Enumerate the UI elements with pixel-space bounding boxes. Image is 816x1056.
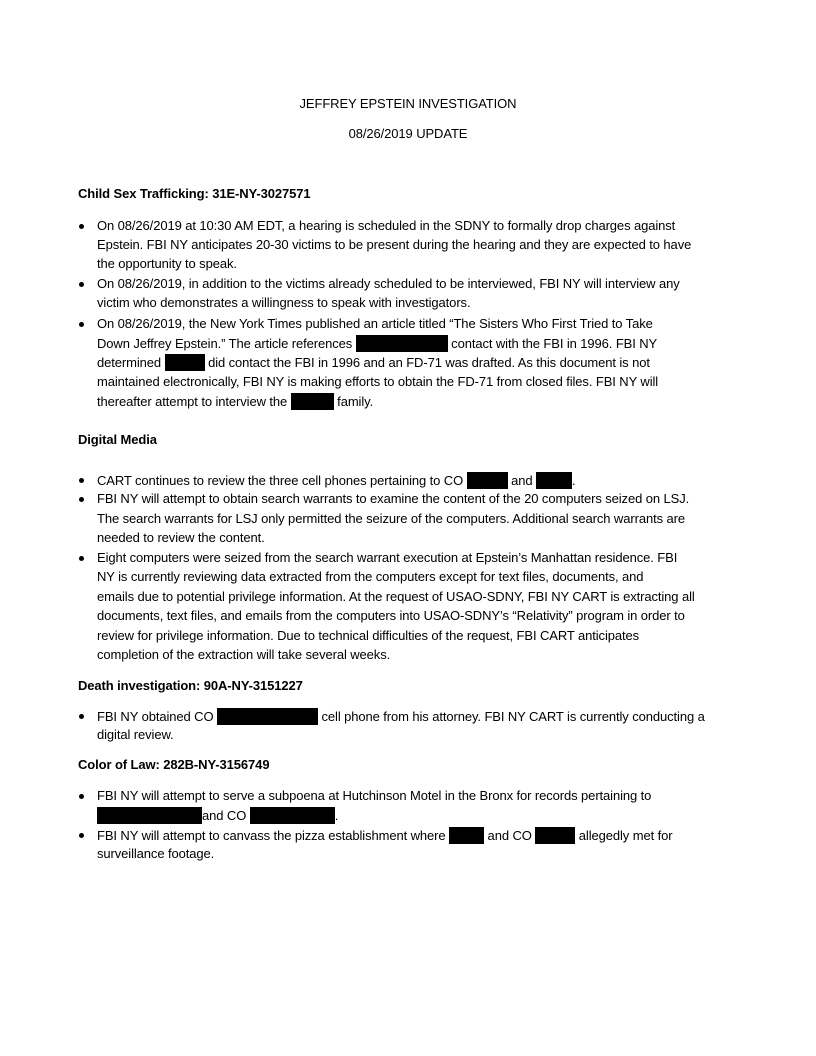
bullet-line (97, 472, 576, 489)
text-segment: FBI NY will attempt to obtain search warrants to examine the content of the 20 computers seized on LSJ. (97, 491, 690, 506)
bullet-line (97, 354, 650, 371)
bullet-line (97, 237, 691, 253)
text-segment: and CO (484, 828, 536, 843)
bullet-line (97, 393, 373, 410)
bullet-line (97, 276, 680, 292)
text-segment: surveillance footage. (97, 846, 215, 861)
text-segment: emails due to potential privilege information. At the request of USAO-SDNY, FBI NY CART is extracting all (97, 589, 695, 604)
redaction-block (250, 807, 335, 824)
text-segment: did contact the FBI in 1996 and an FD-71 was drafted. As this document is not (204, 355, 650, 370)
bullet-icon (79, 478, 84, 483)
bullet-icon (79, 282, 84, 287)
text-segment: victim who demonstrates a willingness to speak with investigators. (97, 295, 471, 310)
text-segment: FBI NY will attempt to serve a subpoena at Hutchinson Motel in the Bronx for records pertaining to (97, 788, 652, 803)
bullet-icon (79, 497, 84, 502)
bullet-line (97, 295, 470, 311)
text-segment: On 08/26/2019 at 10:30 AM EDT, a hearing is scheduled in the SDNY to formally drop charges against (97, 218, 676, 233)
redaction-block (97, 807, 202, 824)
bullet-icon (79, 833, 84, 838)
text-segment: Eight computers were seized from the search warrant execution at Epstein’s Manhattan residence. FBI (97, 550, 678, 565)
bullet-line (97, 550, 677, 566)
redaction-block (165, 354, 205, 371)
text-segment: completion of the extraction will take several weeks. (97, 647, 391, 662)
bullet-line (97, 708, 705, 725)
redaction-block (217, 708, 318, 725)
text-segment: documents, text files, and emails from the computers into USAO-SDNY’s “Relativity” program in order to (97, 608, 685, 623)
text-segment: contact with the FBI in 1996. FBI NY (447, 336, 658, 351)
bullet-line (97, 511, 685, 527)
text-segment: NY is currently reviewing data extracted from the computers except for text files, documents, and (97, 569, 644, 584)
text-segment: digital review. (97, 727, 174, 742)
text-segment: CART continues to review the three cell phones pertaining to CO (97, 473, 467, 488)
bullet-icon (79, 556, 84, 561)
text-segment: thereafter attempt to interview the (97, 394, 291, 409)
bullet-line (97, 491, 689, 507)
text-segment: On 08/26/2019, in addition to the victims already scheduled to be interviewed, FBI NY will interview any (97, 276, 680, 291)
bullet-line (97, 374, 658, 390)
bullet-line (97, 628, 639, 644)
text-segment: FBI NY will attempt to canvass the pizza establishment where (97, 828, 450, 843)
text-segment: and CO (202, 808, 250, 823)
text-segment: allegedly met for (575, 828, 673, 843)
text-segment: and (507, 473, 537, 488)
text-segment: determined (97, 355, 165, 370)
bullet-line (97, 727, 174, 743)
text-segment: review for privilege information. Due to technical difficulties of the request, FBI CART anticipates (97, 628, 640, 643)
text-segment: Down Jeffrey Epstein.” The article references (97, 336, 356, 351)
bullet-line (97, 218, 675, 234)
bullet-icon (79, 224, 84, 229)
bullet-line (97, 256, 237, 272)
text-segment: . (334, 808, 339, 823)
bullet-line (97, 608, 685, 624)
text-segment: . (572, 473, 576, 488)
section-heading: Digital Media (78, 432, 157, 447)
text-segment: Epstein. FBI NY anticipates 20-30 victims to be present during the hearing and they are expected to have (97, 237, 692, 252)
text-segment: needed to review the content. (97, 530, 265, 545)
bullet-icon (79, 322, 84, 327)
bullet-line (97, 788, 651, 804)
redaction-block (449, 827, 484, 844)
redaction-block (467, 472, 508, 489)
section-heading: Child Sex Trafficking: 31E-NY-3027571 (78, 186, 311, 201)
bullet-line (97, 530, 265, 546)
text-segment: cell phone from his attorney. FBI NY CART is currently conducting a (317, 709, 705, 724)
document-subtitle: 08/26/2019 UPDATE (348, 126, 468, 141)
bullet-line (97, 589, 695, 605)
text-segment: the opportunity to speak. (97, 256, 237, 271)
text-segment: The search warrants for LSJ only permitted the seizure of the computers. Additional search warrants are (97, 511, 685, 526)
text-segment: On 08/26/2019, the New York Times published an article titled “The Sisters Who First Tried to Take (97, 316, 653, 331)
bullet-line (97, 647, 390, 663)
bullet-icon (79, 714, 84, 719)
redaction-block (536, 472, 572, 489)
redaction-block (291, 393, 334, 410)
bullet-icon (79, 794, 84, 799)
text-segment: FBI NY obtained CO (97, 709, 217, 724)
bullet-line (97, 827, 672, 844)
document-title: JEFFREY EPSTEIN INVESTIGATION (299, 96, 517, 111)
bullet-line (97, 569, 643, 585)
bullet-line (97, 316, 653, 332)
bullet-line (97, 335, 657, 352)
section-heading: Death investigation: 90A-NY-3151227 (78, 678, 303, 693)
text-segment: family. (333, 394, 374, 409)
redaction-block (356, 335, 448, 352)
bullet-line (97, 846, 214, 862)
text-segment: maintained electronically, FBI NY is making efforts to obtain the FD-71 from closed files. FBI NY will (97, 374, 659, 389)
bullet-line (97, 807, 338, 824)
section-heading: Color of Law: 282B-NY-3156749 (78, 757, 270, 772)
redaction-block (535, 827, 575, 844)
